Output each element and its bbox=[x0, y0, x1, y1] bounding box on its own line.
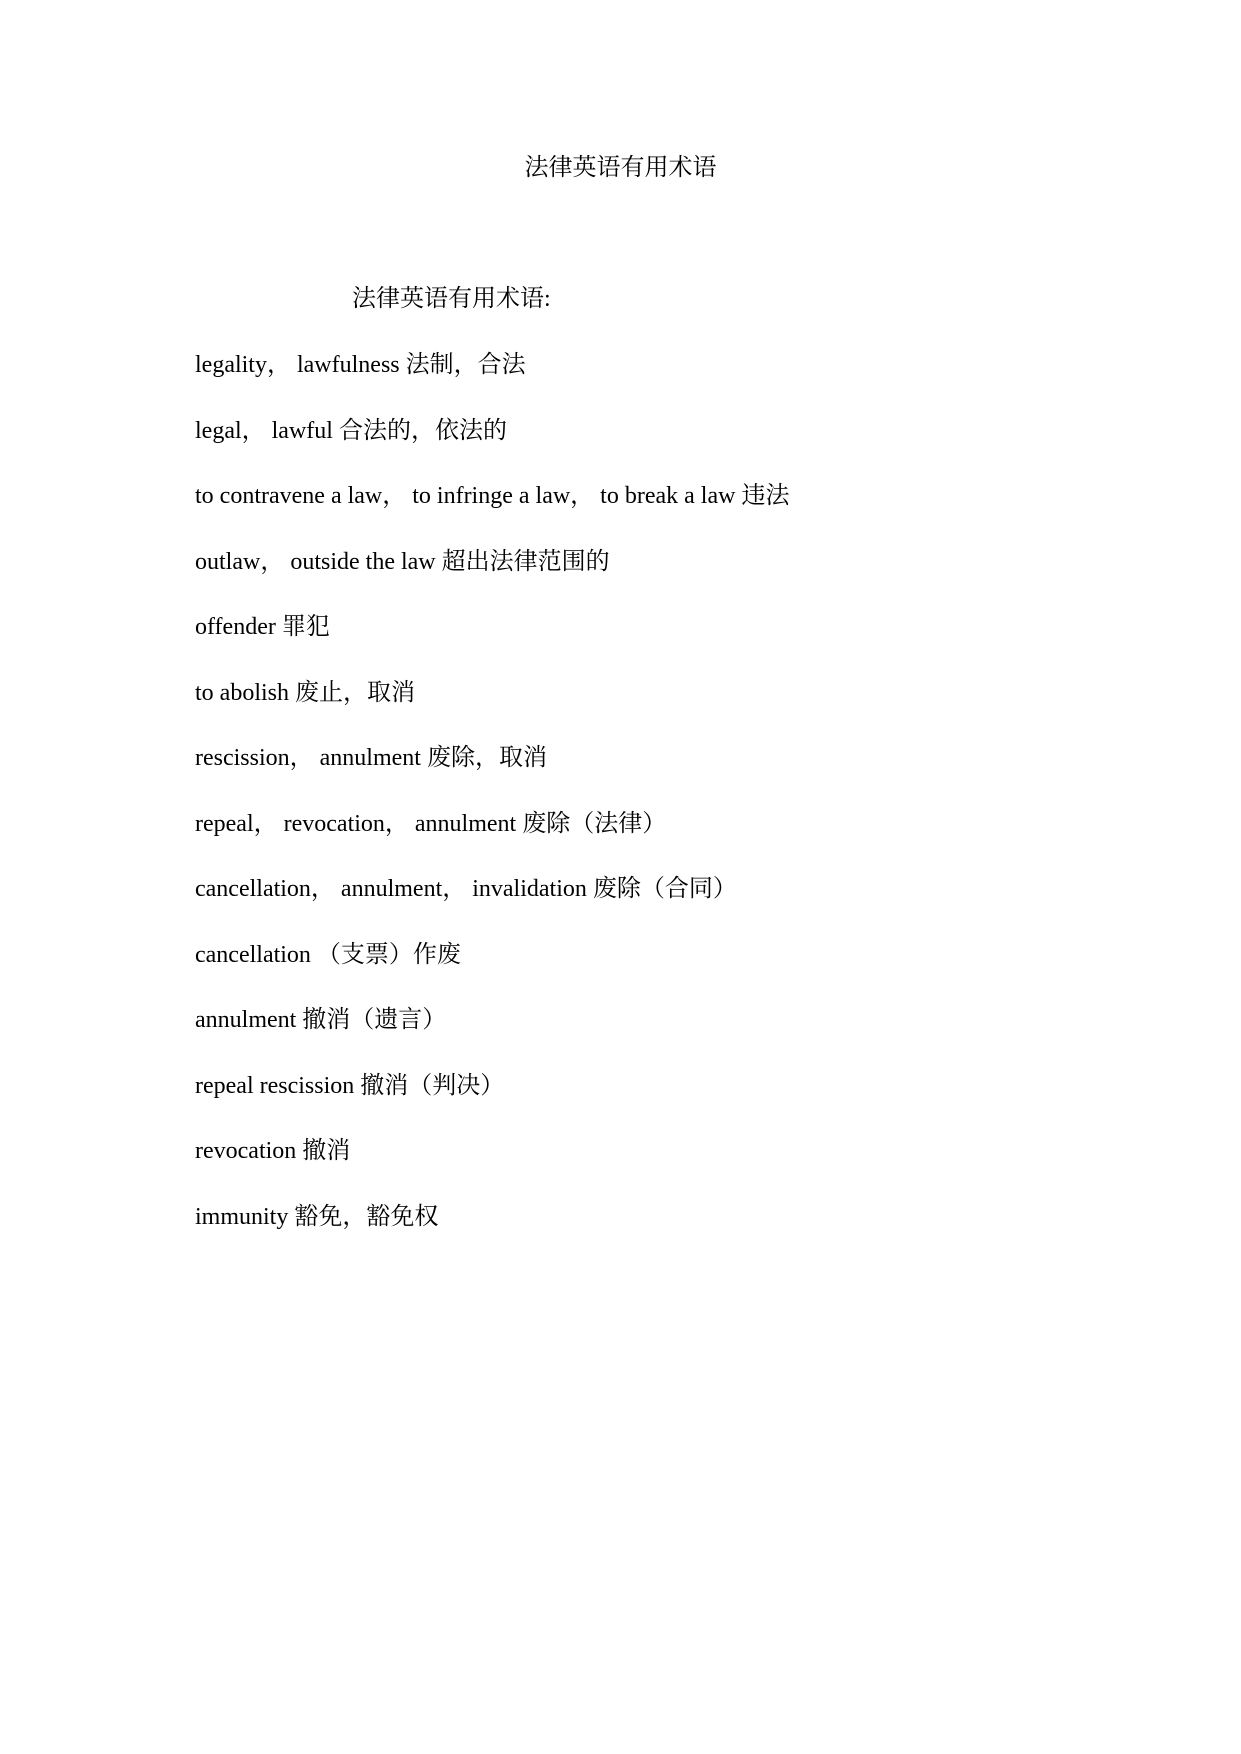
term-item: outlaw， outside the law 超出法律范围的 bbox=[195, 548, 610, 575]
term-item: legal， lawful 合法的，依法的 bbox=[195, 417, 507, 444]
term-item: legality， lawfulness 法制，合法 bbox=[195, 352, 526, 378]
term-item: offender 罪犯 bbox=[195, 614, 330, 640]
term-item: immunity 豁免，豁免权 bbox=[195, 1203, 439, 1230]
term-item: to abolish 废止，取消 bbox=[195, 679, 415, 706]
term-item: repeal， revocation， annulment 废除（法律） bbox=[195, 810, 667, 837]
term-item: revocation 撤消 bbox=[195, 1138, 351, 1164]
term-list bbox=[195, 349, 789, 1266]
intro-heading: 法律英语有用术语: bbox=[352, 286, 551, 312]
term-item: annulment 撤消（遗言） bbox=[195, 1007, 447, 1033]
term-item: rescission， annulment 废除，取消 bbox=[195, 745, 547, 771]
page-title: 法律英语有用术语 bbox=[524, 155, 717, 181]
term-item: cancellation， annulment， invalidation 废除（合同） bbox=[195, 876, 737, 902]
term-item: cancellation （支票）作废 bbox=[195, 941, 461, 968]
term-item: to contravene a law， to infringe a law， to break a law 违法 bbox=[195, 483, 790, 509]
term-item: repeal rescission 撤消（判决） bbox=[195, 1072, 505, 1099]
